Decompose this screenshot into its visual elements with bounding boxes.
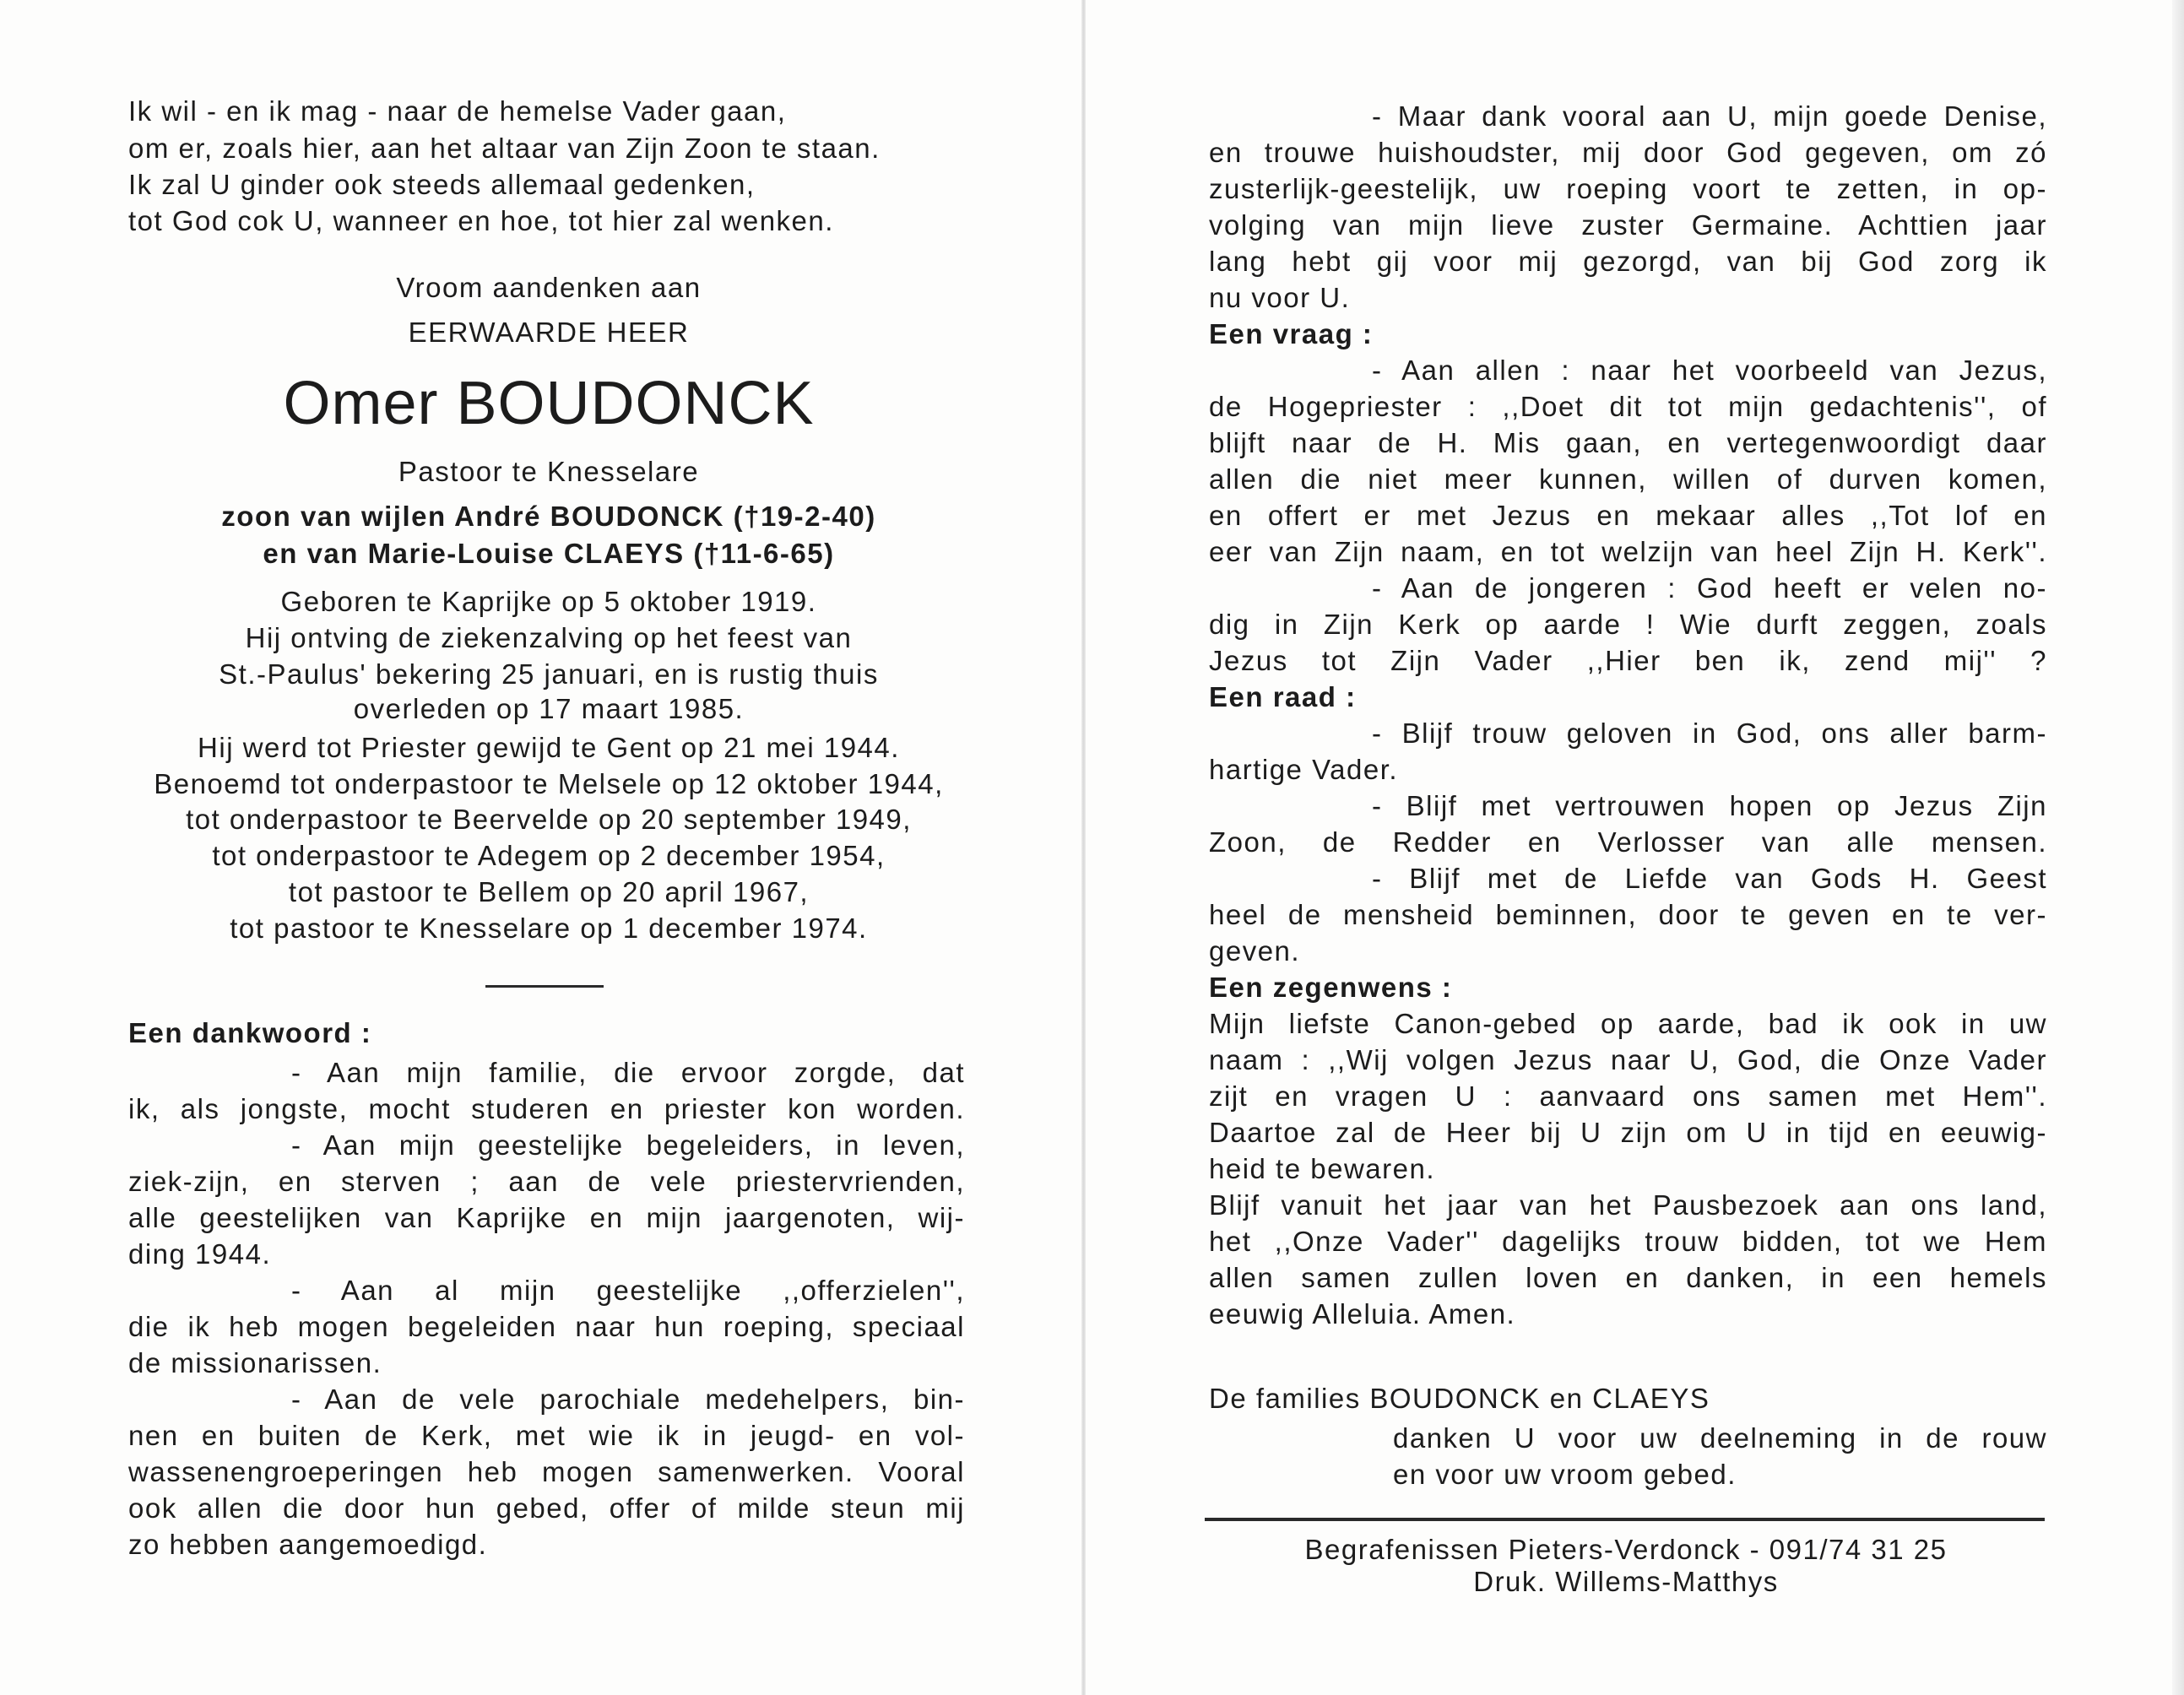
raad-line: - Blijf trouw geloven in God, ons aller barm- (1372, 718, 2047, 749)
thanks-line: zusterlijk-geestelijk, uw roeping voort te zetten, in op- (1209, 173, 2047, 204)
vraag-line: de Hogepriester : ,,Doet dit tot mijn gedachtenis'', of (1209, 391, 2047, 422)
deceased-name: Omer BOUDONCK (283, 370, 815, 437)
bio-line: St.-Paulus' bekering 25 januari, en is rustig thuis (219, 658, 879, 690)
poem-line: Ik zal U ginder ook steeds allemaal gedenken, (128, 169, 756, 200)
poem-line: Ik wil - en ik mag - naar de hemelse Vader gaan, (128, 95, 787, 127)
vraag-line: - Aan allen : naar het voorbeeld van Jezus, (1372, 355, 2047, 386)
funeral-home: Begrafenissen Pieters-Verdonck - 091/74 31 25 (1304, 1534, 1948, 1565)
zegenwens-line: allen samen zullen loven en danken, in een hemels (1209, 1262, 2047, 1293)
separator-rule (485, 985, 604, 988)
raad-heading: Een raad : (1209, 681, 1357, 712)
raad-line: heel de mensheid beminnen, door te geven en te ver- (1209, 899, 2047, 930)
zegenwens-line: eeuwig Alleluia. Amen. (1209, 1298, 1516, 1329)
raad-line: - Blijf met vertrouwen hopen op Jezus Zijn (1372, 790, 2047, 821)
thanks-line: volging van mijn lieve zuster Germaine. Achttien jaar (1209, 209, 2047, 241)
bio-line: overleden op 17 maart 1985. (353, 693, 745, 724)
vraag-line: allen die niet meer kunnen, willen of durven komen, (1209, 463, 2047, 495)
dankwoord-line: - Aan mijn familie, die ervoor zorgde, dat (291, 1057, 965, 1088)
families-line: danken U voor uw deelneming in de rouw (1393, 1422, 2047, 1454)
dankwoord-line: - Aan mijn geestelijke begeleiders, in leven, (291, 1129, 965, 1161)
card-edge (2172, 0, 2184, 1695)
bio-line: tot pastoor te Knesselare op 1 december 1974. (230, 912, 868, 944)
bio-line: Benoemd tot onderpastoor te Melsele op 12 oktober 1944, (154, 768, 944, 799)
footer-rule (1205, 1518, 2045, 1521)
zegenwens-line: heid te bewaren. (1209, 1153, 1436, 1184)
honorific: EERWAARDE HEER (408, 317, 690, 348)
dankwoord-heading: Een dankwoord : (128, 1017, 372, 1048)
dankwoord-line: ik, als jongste, mocht studeren en priester kon worden. (128, 1093, 965, 1124)
zegenwens-line: Blijf vanuit het jaar van het Pausbezoek aan ons land, (1209, 1189, 2047, 1221)
thanks-line: - Maar dank vooral aan U, mijn goede Denise, (1372, 100, 2047, 132)
thanks-line: en trouwe huishoudster, mij door God gegeven, om zó (1209, 137, 2047, 168)
vraag-line: en offert er met Jezus en mekaar alles ,,Tot lof en (1209, 500, 2047, 531)
zegenwens-line: het ,,Onze Vader'' dagelijks trouw bidden, tot we Hem (1209, 1226, 2047, 1257)
memorial-intro: Vroom aandenken aan (396, 272, 702, 303)
parents-line: zoon van wijlen André BOUDONCK (†19-2-40) (221, 501, 876, 532)
dankwoord-line: - Aan al mijn geestelijke ,,offerzielen'', (291, 1275, 965, 1306)
thanks-line: lang hebt gij voor mij gezorgd, van bij God zorg ik (1209, 246, 2047, 277)
bio-line: tot onderpastoor te Beervelde op 20 september 1949, (186, 804, 912, 835)
zegenwens-heading: Een zegenwens : (1209, 972, 1453, 1003)
dankwoord-line: alle geestelijken van Kaprijke en mijn jaargenoten, wij- (128, 1202, 965, 1233)
zegenwens-line: zijt en vragen U : aanvaard ons samen met Hem''. (1209, 1080, 2047, 1112)
raad-line: Zoon, de Redder en Verlosser van alle mensen. (1209, 826, 2047, 858)
vraag-line: blijft naar de H. Mis gaan, en vertegenwoordigt daar (1209, 427, 2047, 458)
dankwoord-line: wassenengroeperingen heb mogen samenwerken. Vooral (128, 1456, 965, 1487)
right-page (1086, 0, 2184, 1695)
dankwoord-line: ding 1944. (128, 1238, 272, 1270)
families-line: en voor uw vroom gebed. (1393, 1459, 1737, 1490)
dankwoord-line: ziek-zijn, en sterven ; aan de vele priestervrienden, (128, 1166, 965, 1197)
poem-line: om er, zoals hier, aan het altaar van Zijn Zoon te staan. (128, 133, 881, 164)
poem-line: tot God cok U, wanneer en hoe, tot hier zal wenken. (128, 205, 834, 236)
thanks-line: nu voor U. (1209, 282, 1351, 313)
zegenwens-line: Mijn liefste Canon-gebed op aarde, bad ik ook in uw (1209, 1008, 2047, 1039)
bio-line: Hij ontving de ziekenzalving op het feest van (245, 622, 853, 653)
vraag-heading: Een vraag : (1209, 318, 1374, 349)
dankwoord-line: die ik heb mogen begeleiden naar hun roeping, speciaal (128, 1311, 965, 1342)
raad-line: geven. (1209, 935, 1301, 967)
dankwoord-line: - Aan de vele parochiale medehelpers, bin- (291, 1384, 965, 1415)
bio-line: tot onderpastoor te Adegem op 2 december 1954, (212, 840, 886, 871)
raad-line: hartige Vader. (1209, 754, 1399, 785)
dankwoord-line: ook allen die door hun gebed, offer of milde steun mij (128, 1492, 965, 1524)
zegenwens-line: naam : ,,Wij volgen Jezus naar U, God, die Onze Vader (1209, 1044, 2047, 1075)
vraag-line: - Aan de jongeren : God heeft er velen no- (1372, 572, 2047, 604)
printer: Druk. Willems-Matthys (1473, 1566, 1779, 1597)
vraag-line: dig in Zijn Kerk op aarde ! Wie durft zeggen, zoals (1209, 609, 2047, 640)
bio-line: Geboren te Kaprijke op 5 oktober 1919. (280, 586, 817, 617)
zegenwens-line: Daartoe zal de Heer bij U zijn om U in tijd en eeuwig- (1209, 1117, 2047, 1148)
families-line: De families BOUDONCK en CLAEYS (1209, 1383, 1710, 1414)
dankwoord-line: de missionarissen. (128, 1347, 382, 1378)
parents-line: en van Marie-Louise CLAEYS (†11-6-65) (263, 538, 835, 569)
vraag-line: eer van Zijn naam, en tot welzijn van heel Zijn H. Kerk''. (1209, 536, 2047, 567)
deceased-role: Pastoor te Knesselare (398, 456, 700, 487)
dankwoord-line: zo hebben aangemoedigd. (128, 1529, 488, 1560)
bio-line: Hij werd tot Priester gewijd te Gent op 21 mei 1944. (198, 732, 900, 763)
bio-line: tot pastoor te Bellem op 20 april 1967, (288, 876, 810, 907)
raad-line: - Blijf met de Liefde van Gods H. Geest (1372, 863, 2047, 894)
dankwoord-line: nen en buiten de Kerk, met wie ik in jeugd- en vol- (128, 1420, 965, 1451)
left-page (0, 0, 1081, 1695)
vraag-line: Jezus tot Zijn Vader ,,Hier ben ik, zend mij'' ? (1209, 645, 2047, 676)
